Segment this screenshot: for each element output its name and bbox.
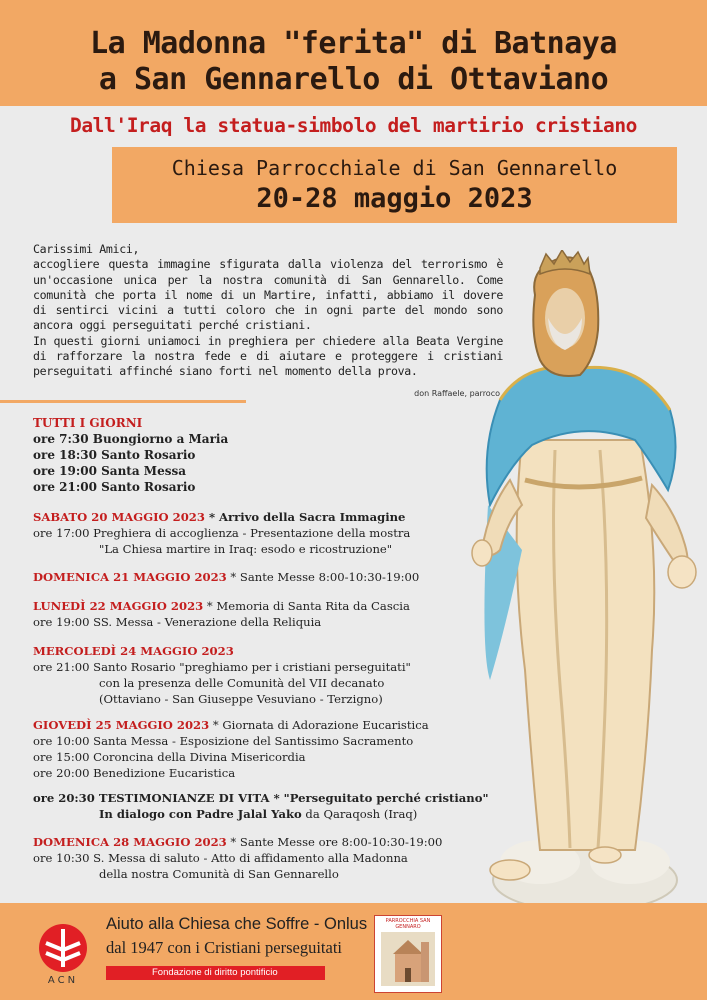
event-sunday-28 (33, 834, 442, 882)
schedule-line: ore 15:00 Coroncina della Divina Misericordia (33, 750, 306, 764)
event-saturday (33, 509, 410, 557)
intro-greeting: Carissimi Amici, (33, 242, 140, 256)
parish-logo (374, 915, 442, 993)
schedule-line: ore 21:00 Santo Rosario "preghiamo per i cristiani perseguitati" (33, 660, 411, 674)
org-name: Aiuto alla Chiesa che Soffre - Onlus (106, 915, 368, 933)
schedule-line: "La Chiesa martire in Iraq: esodo e ricostruzione" (99, 542, 393, 556)
org-badge: Fondazione di diritto pontificio (106, 966, 325, 980)
day-heading: DOMENICA 21 MAGGIO 2023 (33, 570, 227, 584)
schedule-line: ore 10:30 S. Messa di saluto - Atto di affidamento alla Madonna (33, 851, 408, 865)
parish-title: PARROCCHIA SAN GENNARO (385, 918, 431, 930)
divider (0, 400, 246, 403)
daily-schedule (33, 415, 228, 495)
intro-paragraph: In questi giorni uniamoci in preghiera per chiedere alla Beata Vergine di rafforzare la nostra fede e di aiutare e proteggere i cristiani perseguitati affinché siano forti nel momento della prova. (33, 333, 503, 379)
schedule-line: ore 20:00 Benedizione Eucaristica (33, 766, 236, 780)
schedule-line: ore 10:00 Santa Messa - Esposizione del Santissimo Sacramento (33, 734, 414, 748)
list-item: ore 21:00 Santo Rosario (33, 480, 196, 494)
event-dates: 20-28 maggio 2023 (256, 183, 533, 214)
list-item: ore 7:30 Buongiorno a Maria (33, 432, 229, 446)
daily-heading: TUTTI I GIORNI (33, 416, 143, 430)
title-line-1: La Madonna "ferita" di Batnaya (90, 26, 617, 61)
church-icon (381, 932, 435, 986)
header-band (0, 0, 707, 106)
event-wednesday (33, 643, 411, 707)
signature: don Raffaele, parroco (414, 389, 500, 398)
org-subtitle: dal 1947 con i Cristiani perseguitati (106, 938, 342, 957)
day-heading: SABATO 20 MAGGIO 2023 (33, 510, 205, 524)
list-item: ore 19:00 Santa Messa (33, 464, 187, 478)
day-heading: LUNEDÌ 22 MAGGIO 2023 (33, 599, 204, 613)
list-item: ore 18:30 Santo Rosario (33, 448, 196, 462)
venue-name: Chiesa Parrocchiale di San Gennarello (171, 156, 618, 180)
day-title: * Sante Messe 8:00-10:30-19:00 (226, 570, 420, 584)
acn-logo-icon (38, 923, 88, 973)
day-title: * Sante Messe ore 8:00-10:30-19:00 (226, 835, 443, 849)
intro-letter (33, 242, 503, 380)
day-heading: DOMENICA 28 MAGGIO 2023 (33, 835, 227, 849)
event-thursday (33, 717, 429, 781)
testimony-line: ore 20:30 TESTIMONIANZE DI VITA * "Perseguitato perché cristiano" (33, 791, 489, 805)
schedule-line: ore 17:00 Preghiera di accoglienza - Presentazione della mostra (33, 526, 411, 540)
madonna-statue-image (470, 250, 700, 940)
subtitle: Dall'Iraq la statua-simbolo del martirio cristiano (70, 114, 637, 137)
schedule-line: ore 19:00 SS. Messa - Venerazione della Reliquia (33, 615, 322, 629)
day-title: * Giornata di Adorazione Eucaristica (209, 718, 429, 732)
testimony-guest: In dialogo con Padre Jalal Yako (99, 807, 302, 821)
event-sunday-21 (33, 569, 419, 585)
schedule-line: della nostra Comunità di San Gennarello (99, 867, 339, 881)
acn-label: ACN (47, 975, 79, 986)
footer (0, 903, 707, 1000)
schedule-line: (Ottaviano - San Giuseppe Vesuviano - Terzigno) (99, 692, 383, 706)
testimony-origin: da Qaraqosh (Iraq) (301, 807, 418, 821)
venue-box (112, 147, 677, 223)
day-title: * Arrivo della Sacra Immagine (204, 510, 406, 524)
title-line-2: a San Gennarello di Ottaviano (98, 62, 609, 97)
day-heading: GIOVEDÌ 25 MAGGIO 2023 (33, 718, 210, 732)
schedule-line: con la presenza delle Comunità del VII decanato (99, 676, 385, 690)
event-monday (33, 598, 410, 630)
day-title: * Memoria di Santa Rita da Cascia (203, 599, 410, 613)
day-heading: MERCOLEDÌ 24 MAGGIO 2023 (33, 644, 234, 658)
intro-paragraph: accogliere questa immagine sfigurata dalla violenza del terrorismo è un'occasione unica per la nostra comunità di San Gennarello. Come comunità che porta il nome di un Martire, infatti, abbiamo il dovere di sentirci vicini a tutti coloro che in ogni parte del mondo sono ancora oggi perseguitati perché cristiani. (33, 257, 503, 333)
event-testimony (33, 790, 489, 822)
